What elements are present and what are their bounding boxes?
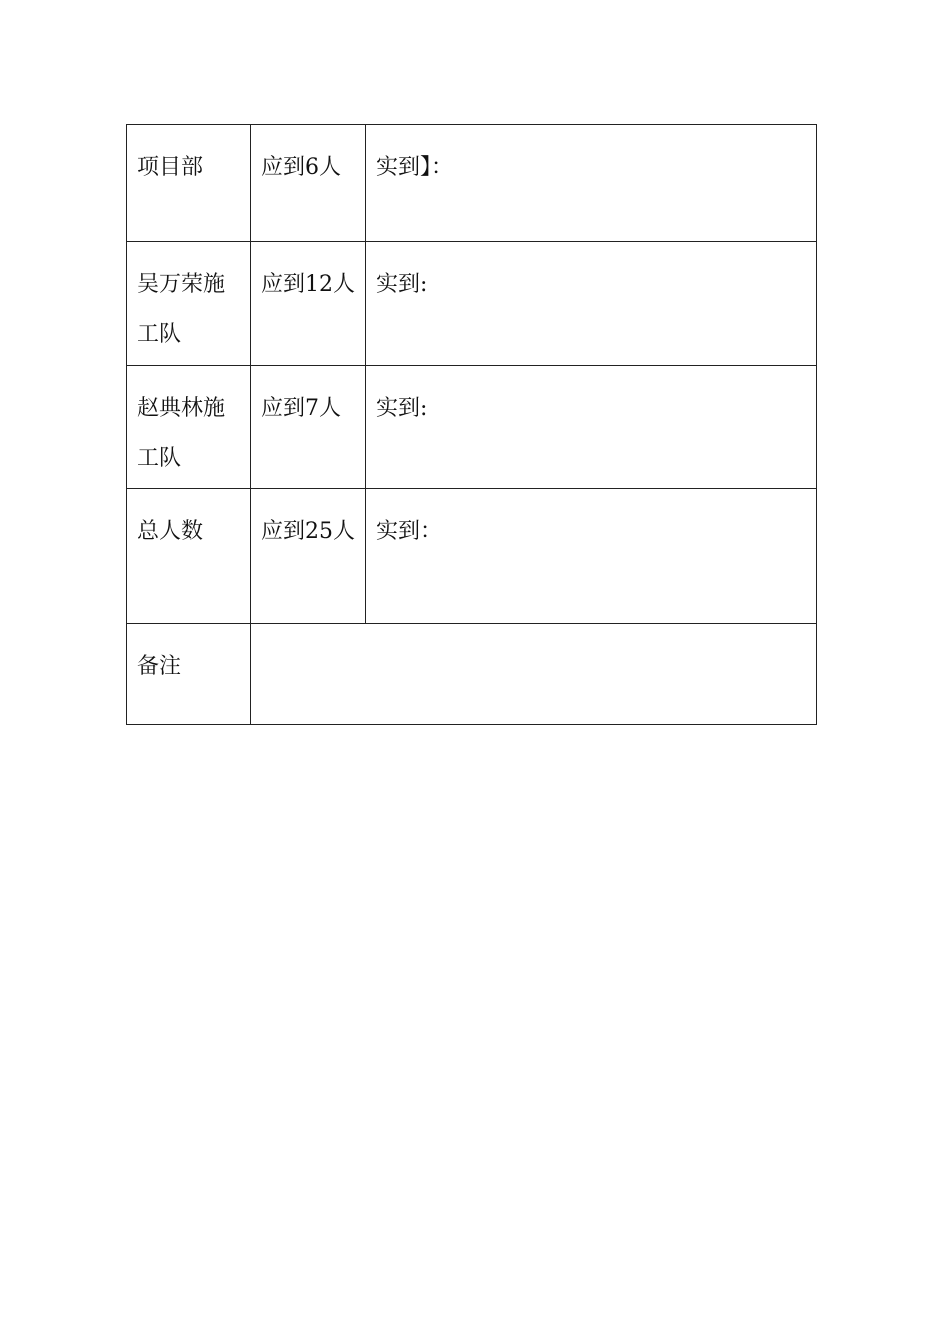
- remarks-row: [127, 624, 817, 725]
- unit-cell: 总人数: [127, 489, 251, 624]
- actual-count-cell: 实到:: [366, 242, 817, 366]
- table-row: [127, 489, 817, 624]
- remarks-value: [251, 624, 817, 725]
- table-row: [127, 366, 817, 489]
- expected-count-cell: 应到6人: [251, 125, 366, 242]
- remarks-label: 备注: [127, 624, 251, 725]
- expected-count-cell: 应到25人: [251, 489, 366, 624]
- table-row: [127, 125, 817, 242]
- expected-count-cell: 应到7人: [251, 366, 366, 489]
- unit-cell: 项目部: [127, 125, 251, 242]
- unit-cell: 赵典林施工队: [127, 366, 251, 489]
- expected-count-cell: 应到12人: [251, 242, 366, 366]
- unit-cell: 吴万荣施工队: [127, 242, 251, 366]
- actual-count-cell: 实到】：: [366, 125, 817, 242]
- attendance-table: [126, 124, 817, 725]
- actual-count-cell: 实到：: [366, 489, 817, 624]
- table-row: [127, 242, 817, 366]
- actual-count-cell: 实到:: [366, 366, 817, 489]
